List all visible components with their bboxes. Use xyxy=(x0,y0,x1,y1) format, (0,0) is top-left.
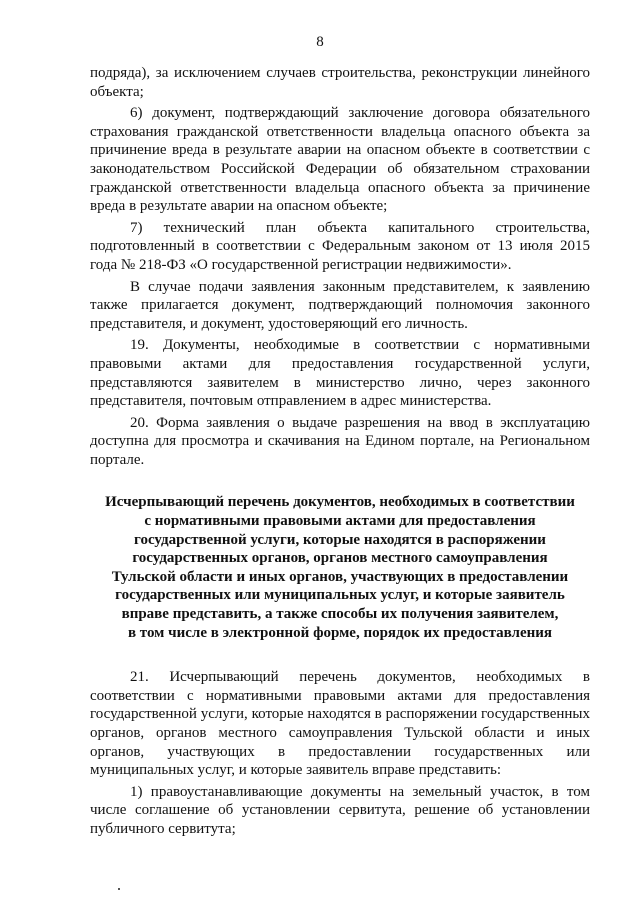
paragraph: 7) технический план объекта капитального строительства, подготовленный в соответствии с Федеральным законом от 13 июля 2015 года № 218-ФЗ «О государственной регистрации недвижимости». xyxy=(90,219,590,273)
section-heading xyxy=(90,493,590,642)
paragraphs-top xyxy=(90,64,590,469)
paragraph: 1) правоустанавливающие документы на земельный участок, в том числе соглашение об установлении сервитута, решение об установлении публичного сервитута; xyxy=(90,783,590,837)
paragraph: 21. Исчерпывающий перечень документов, необходимых в соответствии с нормативными правовыми актами для предоставления государственной услуги, которые находятся в распоряжении государственных органов, органов местного самоуправления Тульской области и иных органов, участвующих в предоставлении государственных или муниципальных услуг, и которые заявитель вправе представить: xyxy=(90,669,590,779)
paragraph: В случае подачи заявления законным представителем, к заявлению также прилагается документ, подтверждающий полномочия законного представителя, и документ, удостоверяющий его личность. xyxy=(90,278,590,332)
page-number: 8 xyxy=(316,34,324,50)
heading-line: Тульской области и иных органов, участвующих в предоставлении xyxy=(111,568,569,585)
heading-line: государственных или муниципальных услуг, и которые заявитель xyxy=(115,587,565,604)
heading-line: государственных органов, органов местного самоуправления xyxy=(132,550,548,567)
heading-line: в том числе в электронной форме, порядок их предоставления xyxy=(127,624,553,641)
document-body xyxy=(90,64,590,842)
paragraph: 20. Форма заявления о выдаче разрешения на ввод в эксплуатацию доступна для просмотра и скачивания на Едином портале, на Региональном портале. xyxy=(90,414,590,468)
heading-line: вправе представить, а также способы их получения заявителем, xyxy=(121,606,559,623)
paragraphs-bottom xyxy=(90,668,590,838)
heading-line: государственной услуги, которые находятся в распоряжении xyxy=(134,531,546,548)
heading-line: Исчерпывающий перечень документов, необходимых в соответствии xyxy=(105,494,575,511)
paragraph: 19. Документы, необходимые в соответствии с нормативными правовыми актами для предоставления государственной услуги, представляются заявителем в министерство лично, через законного представителя, почтовым отправлением в адрес министерства. xyxy=(90,337,590,410)
heading-line: с нормативными правовыми актами для предоставления xyxy=(144,513,536,530)
scan-dot xyxy=(118,888,120,890)
paragraph: подряда), за исключением случаев строительства, реконструкции линейного объекта; xyxy=(90,65,590,100)
paragraph: 6) документ, подтверждающий заключение договора обязательного страхования гражданской ответственности владельца опасного объекта за причинение вреда в результате аварии на опасном объекте в соответствии с законодательством Российской Федерации об обязательном страховании гражданской ответственности владельца опасного объекта за причинение вреда в результате аварии на опасном объекте; xyxy=(90,105,590,215)
